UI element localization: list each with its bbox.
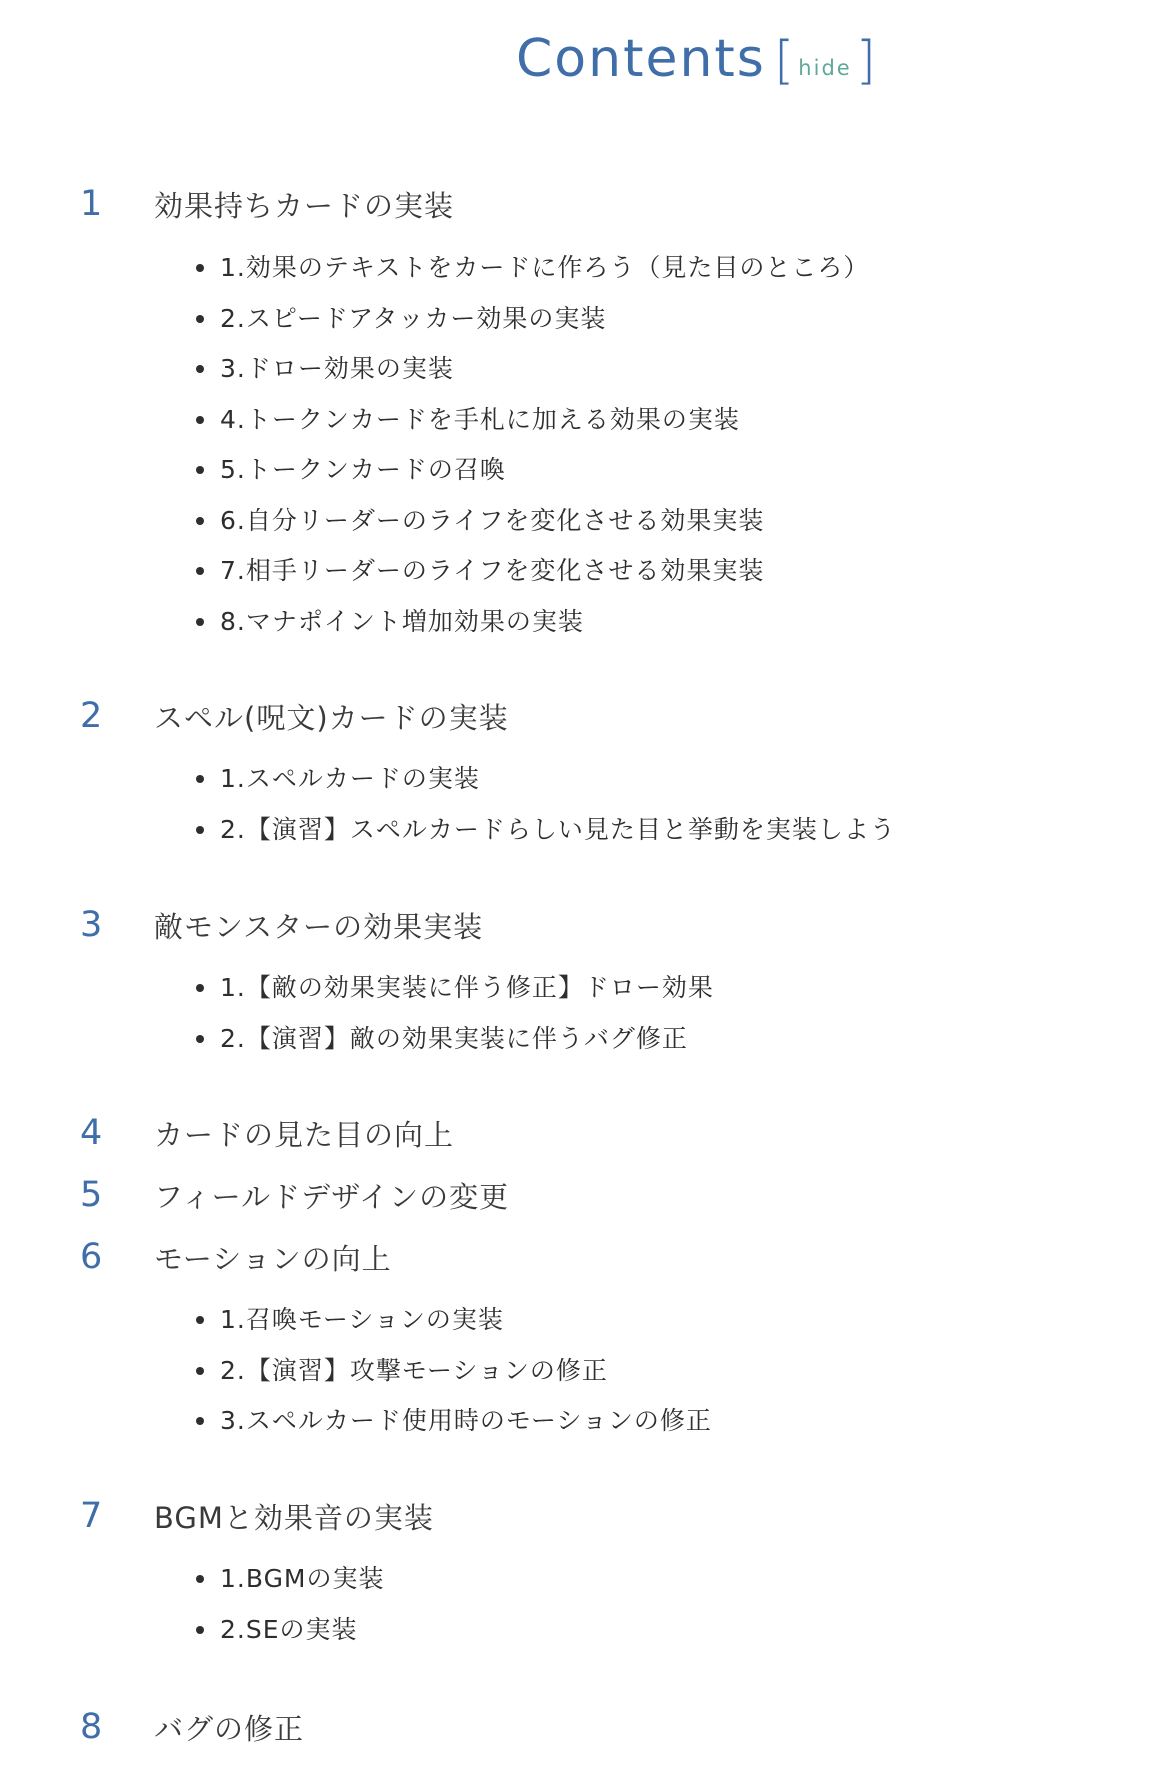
sub-item-label: 2.スピードアタッカー効果の実装 [220,303,607,333]
sub-item-label: 1.BGMの実装 [220,1564,385,1593]
section-head [0,1231,1168,1283]
section-head [0,899,1168,951]
section-title-link[interactable]: フィールドデザインの変更 [154,1180,510,1214]
bullet-icon [196,1035,204,1043]
section-number: 7 [80,1496,103,1536]
section-head [0,1107,1168,1159]
bullet-icon [196,1626,204,1634]
section-title-link[interactable]: BGMと効果音の実装 [154,1501,434,1535]
section-number: 3 [80,905,103,945]
section-number: 6 [80,1237,103,1277]
section-head [0,1169,1168,1221]
section-title-link[interactable]: 敵モンスターの効果実装 [154,910,484,944]
sub-item-label: 1.効果のテキストをカードに作ろう（見た目のところ） [220,253,870,282]
sub-item-link[interactable] [196,344,869,395]
toc-section-7 [0,1490,1168,1644]
hide-toc-link[interactable]: hide [798,56,852,80]
sub-item-link[interactable] [196,1554,385,1605]
sub-item-link[interactable] [196,445,869,496]
toc-section-6 [0,1231,1168,1435]
toggle-close-bracket: ] [855,31,876,91]
toc-section-1 [0,178,1168,636]
section-number: 2 [80,696,103,736]
bullet-icon [196,775,204,783]
section-title-link[interactable]: スペル(呪文)カードの実装 [154,701,509,735]
sub-item-label: 2.【演習】スペルカードらしい見た目と挙動を実装しよう [220,814,896,844]
toc-section-3 [0,899,1168,1053]
sub-item-label: 3.スペルカード使用時のモーションの修正 [220,1406,712,1435]
section-title-link[interactable]: モーションの向上 [154,1242,392,1276]
sub-item-link[interactable] [196,1605,385,1656]
sub-item-link[interactable] [196,546,869,597]
bullet-icon [196,517,204,525]
sub-item-label: 8.マナポイント増加効果の実装 [220,606,584,636]
sub-item-label: 7.相手リーダーのライフを変化させる効果実装 [220,556,765,585]
sub-item-link[interactable] [196,395,869,446]
toc-header [0,24,1168,94]
bullet-icon [196,1575,204,1583]
bullet-icon [196,984,204,992]
sub-item-link[interactable] [196,1396,712,1447]
section-head [0,1490,1168,1542]
section-title-link[interactable]: カードの見た目の向上 [154,1118,455,1152]
toc-section-8 [0,1701,1168,1753]
section-head [0,178,1168,230]
sub-item-label: 5.トークンカードの召喚 [220,455,506,484]
sub-item-link[interactable] [196,496,869,547]
sub-item-label: 1.召喚モーションの実装 [220,1305,504,1334]
sub-item-link[interactable] [196,963,714,1014]
toc-title: Contents [516,29,766,89]
section-title-link[interactable]: 効果持ちカードの実装 [154,189,455,223]
sub-item-link[interactable] [196,754,896,805]
bullet-icon [196,365,204,373]
bullet-icon [196,264,204,272]
bullet-icon [196,1367,204,1375]
section-head [0,690,1168,742]
sub-item-label: 2.【演習】攻撃モーションの修正 [220,1355,608,1385]
bullet-icon [196,416,204,424]
bullet-icon [196,618,204,626]
sub-item-link[interactable] [196,1014,714,1065]
sub-list [196,1295,712,1447]
sub-item-link[interactable] [196,1346,712,1397]
bullet-icon [196,1316,204,1324]
sub-list [196,963,714,1064]
sub-list [196,1554,385,1655]
sub-item-label: 6.自分リーダーのライフを変化させる効果実装 [220,505,765,535]
toc-section-5 [0,1169,1168,1221]
sub-list [196,754,896,855]
section-head [0,1701,1168,1753]
bullet-icon [196,315,204,323]
section-number: 1 [80,184,103,224]
bullet-icon [196,1417,204,1425]
sub-item-label: 3.ドロー効果の実装 [220,354,454,383]
toc-toggle[interactable] [774,32,876,90]
sub-item-link[interactable] [196,597,869,648]
sub-item-label: 4.トークンカードを手札に加える効果の実装 [220,404,740,434]
sub-list [196,243,869,647]
bullet-icon [196,567,204,575]
sub-item-label: 2.SEの実装 [220,1614,358,1644]
toc-section-4 [0,1107,1168,1159]
section-number: 4 [80,1113,103,1153]
sub-item-label: 2.【演習】敵の効果実装に伴うバグ修正 [220,1023,688,1053]
bullet-icon [196,466,204,474]
section-number: 5 [80,1175,103,1215]
sub-item-link[interactable] [196,1295,712,1346]
sub-item-link[interactable] [196,805,896,856]
bullet-icon [196,826,204,834]
section-number: 8 [80,1707,103,1747]
section-title-link[interactable]: バグの修正 [154,1712,305,1746]
sub-item-label: 1.【敵の効果実装に伴う修正】ドロー効果 [220,973,714,1002]
sub-item-label: 1.スペルカードの実装 [220,764,480,793]
toc-section-2 [0,690,1168,844]
sub-item-link[interactable] [196,243,869,294]
toggle-open-bracket: [ [774,31,795,91]
sub-item-link[interactable] [196,294,869,345]
